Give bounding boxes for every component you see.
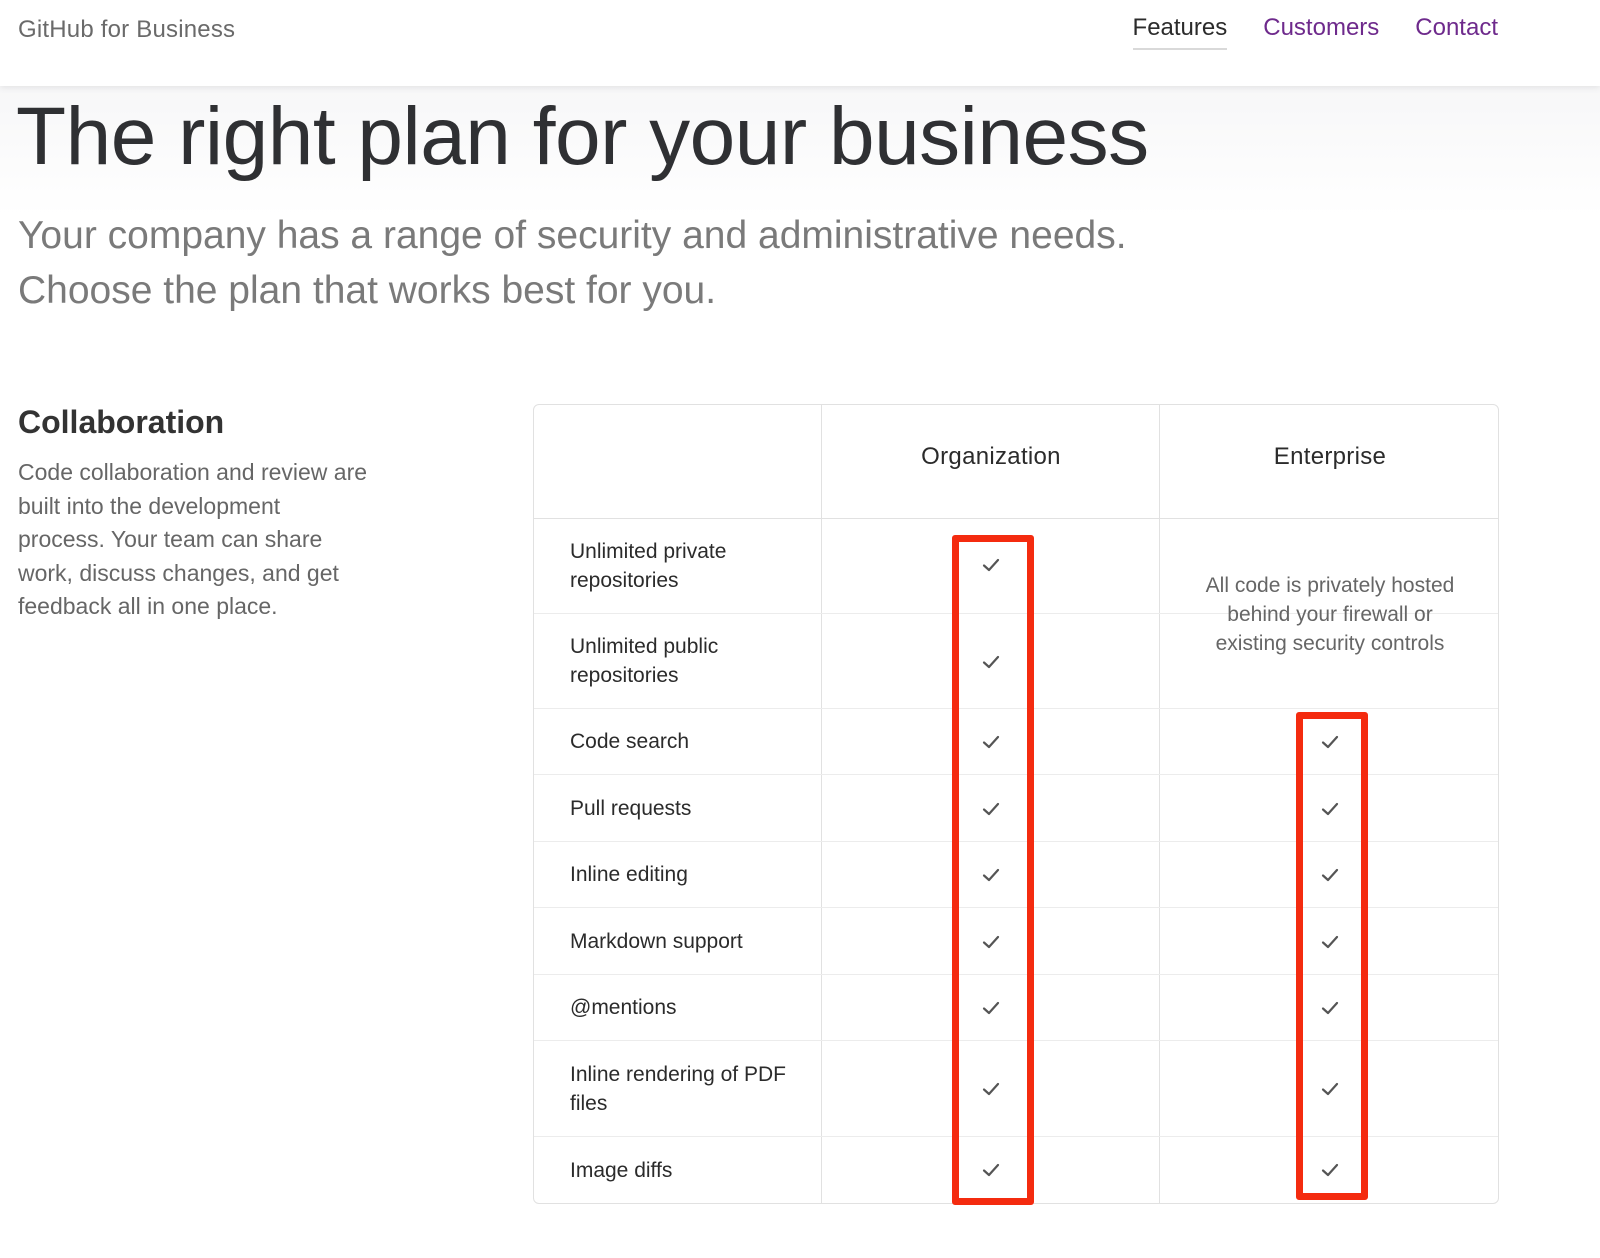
main-nav xyxy=(1133,14,1498,50)
check-icon xyxy=(1320,932,1340,952)
check-icon xyxy=(981,1160,1001,1180)
check-icon xyxy=(981,865,1001,885)
feature-label: @mentions xyxy=(570,996,677,1019)
page-subtitle: Your company has a range of security and administrative needs. Choose the plan that works best for you. xyxy=(18,214,1127,312)
check-icon xyxy=(1320,1160,1340,1180)
check-icon xyxy=(1320,865,1340,885)
table-row xyxy=(534,709,1498,775)
section-title: Collaboration xyxy=(18,404,225,440)
page-title: The right plan for your business xyxy=(16,91,1149,182)
feature-label: Inline editing xyxy=(570,863,688,886)
feature-label: Unlimited public repositories xyxy=(570,635,719,687)
table-row xyxy=(534,975,1498,1041)
nav-link-contact[interactable]: Contact xyxy=(1415,14,1498,41)
nav-link-customers[interactable]: Customers xyxy=(1263,14,1380,41)
feature-label: Pull requests xyxy=(570,796,692,820)
check-icon xyxy=(1320,732,1340,752)
table-row xyxy=(534,775,1498,842)
top-nav-bar xyxy=(0,0,1600,86)
feature-label: Image diffs xyxy=(570,1158,673,1182)
table-header-row xyxy=(534,405,1498,519)
feature-label: Code search xyxy=(570,730,690,753)
table-row xyxy=(534,908,1498,975)
section-description: Code collaboration and review are built into the development process. Your team can share work, discuss changes, and get feedback all in one place. xyxy=(18,459,368,619)
check-icon xyxy=(981,652,1001,672)
enterprise-hosting-note: All code is privately hosted behind your firewall or existing security controls xyxy=(1205,573,1455,655)
check-icon xyxy=(981,555,1001,575)
table-row xyxy=(534,842,1498,908)
column-header-organization: Organization xyxy=(921,443,1061,470)
plan-comparison-table xyxy=(533,404,1499,1204)
check-icon xyxy=(1320,1079,1340,1099)
table-row xyxy=(534,1041,1498,1137)
column-header-enterprise: Enterprise xyxy=(1273,443,1387,470)
check-icon xyxy=(981,732,1001,752)
nav-link-features[interactable]: Features xyxy=(1133,14,1228,50)
check-icon xyxy=(981,932,1001,952)
check-icon xyxy=(981,1079,1001,1099)
table-row xyxy=(534,1137,1498,1203)
feature-label: Markdown support xyxy=(570,929,743,953)
feature-label: Unlimited private repositories xyxy=(570,540,727,592)
brand-title[interactable]: GitHub for Business xyxy=(18,16,236,43)
check-icon xyxy=(981,998,1001,1018)
check-icon xyxy=(981,799,1001,819)
feature-label: Inline rendering of PDF files xyxy=(570,1062,786,1115)
check-icon xyxy=(1320,998,1340,1018)
check-icon xyxy=(1320,799,1340,819)
